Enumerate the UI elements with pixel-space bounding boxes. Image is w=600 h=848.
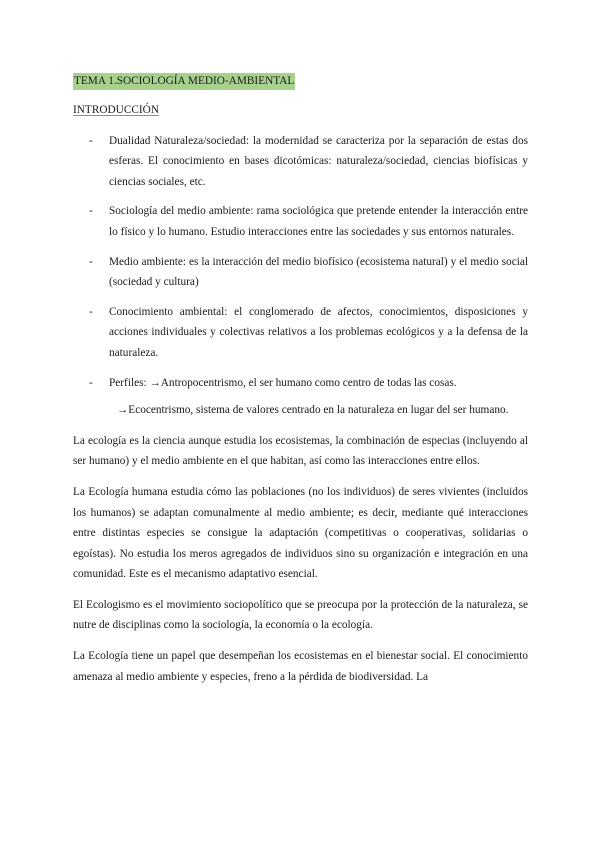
bullet-item (73, 201, 528, 242)
document-title: TEMA 1.SOCIOLOGÍA MEDIO-AMBIENTAL (73, 73, 295, 90)
bullet-text: Perfiles: →Antropocentrismo, el ser humano como centro de todas las cosas. (109, 376, 457, 389)
section-heading-wrap (73, 100, 528, 127)
bullet-sub-line: →Ecocentrismo, sistema de valores centrado en la naturaleza en lugar del ser humano. (117, 404, 509, 417)
bullet-dash: - (89, 305, 93, 318)
bullet-dash: - (89, 255, 93, 268)
section-heading: INTRODUCCIÓN (73, 104, 159, 116)
bullet-text: Sociología del medio ambiente: rama sociológica que pretende entender la interacción entre lo físico y lo humano. Estudio interacciones entre las sociedades y sus entornos naturales. (109, 205, 528, 238)
paragraph: El Ecologismo es el movimiento sociopolítico que se preocupa por la protección de la naturaleza, se nutre de disciplinas como la sociología, la economía o la ecología. (73, 598, 528, 632)
bullet-text: Conocimiento ambiental: el conglomerado de afectos, conocimientos, disposiciones y acciones individuales y colectivas relativos a los problemas ecológicos y a la defensa de la naturaleza. (109, 305, 528, 359)
bullet-text: Medio ambiente: es la interacción del medio biofísico (ecosistema natural) y el medio social (sociedad y cultura) (109, 255, 528, 289)
bullet-text: Dualidad Naturaleza/sociedad: la modernidad se caracteriza por la separación de estas dos esferas. El conocimiento en bases dicotómicas: naturaleza/sociedad, ciencias biofísicas y ciencias sociales, etc. (109, 134, 528, 188)
bullet-list (73, 131, 528, 394)
paragraph: La Ecología tiene un papel que desempeñan los ecosistemas en el bienestar social. El conocimiento amenaza al medio ambiente y especies, freno a la pérdida de biodiversidad. La (73, 650, 528, 683)
bullet-dash: - (89, 376, 93, 389)
bullet-item (73, 373, 528, 394)
bullet-dash: - (89, 134, 93, 147)
paragraph: La ecología es la ciencia aunque estudia los ecosistemas, la combinación de especias (incluyendo al ser humano) y el medio ambiente en el que habitan, así como las interacciones entre ellos. (73, 434, 528, 468)
bullet-dash: - (89, 205, 93, 218)
bullet-item (73, 302, 528, 364)
title-wrap (73, 71, 528, 100)
bullet-item (73, 252, 528, 293)
bullet-item (73, 131, 528, 193)
document-body (73, 71, 528, 697)
paragraph: La Ecología humana estudia cómo las poblaciones (no los individuos) de seres vivientes (incluidos los humanos) se adaptan comunalmente al medio ambiente; es decir, mediante qué interacciones entre distintas especies se consigue la adaptación (competitivas o cooperativas, solidarias o egoístas). No estudia los meros agregados de individuos sino su organización e integración en una comunidad. Este es el mecanismo adaptativo esencial. (73, 485, 528, 581)
